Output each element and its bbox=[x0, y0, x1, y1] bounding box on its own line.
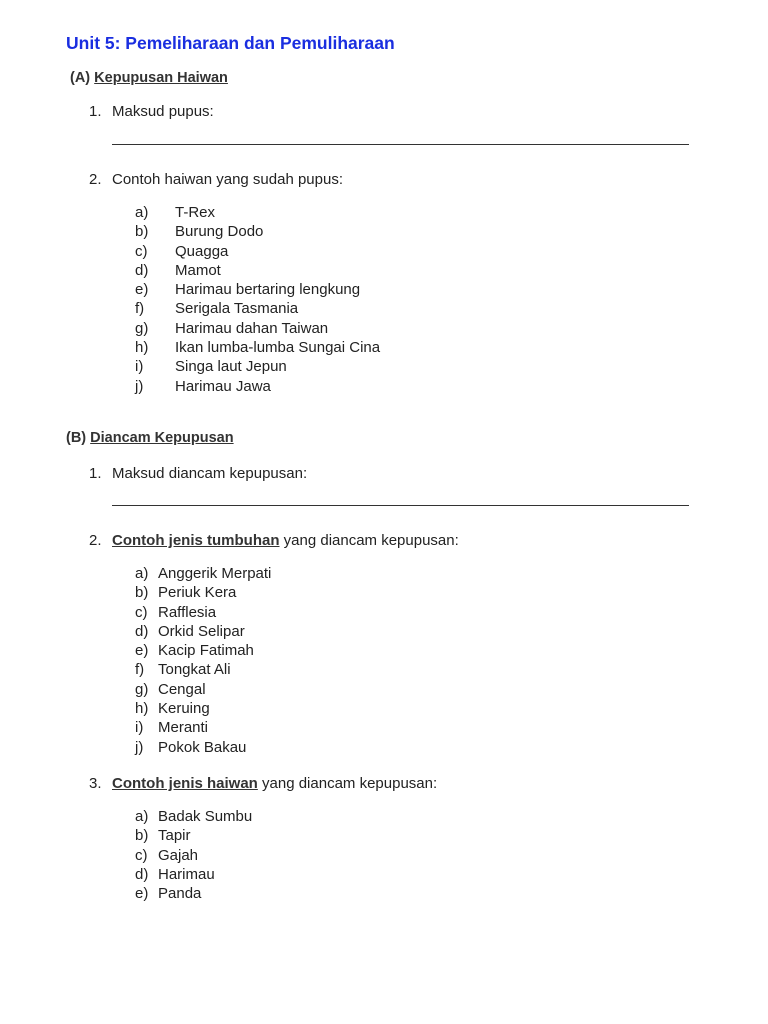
list-item bbox=[135, 222, 380, 241]
list-item-text: Keruing bbox=[158, 700, 210, 718]
question-text: Maksud diancam kepupusan: bbox=[112, 465, 308, 482]
list-item bbox=[135, 884, 252, 903]
list-item-label: e) bbox=[135, 281, 149, 299]
section-b-prefix: (B) bbox=[66, 430, 87, 446]
list-item bbox=[135, 865, 252, 884]
list-item-label: j) bbox=[135, 738, 144, 756]
list-item-text: Harimau bbox=[158, 865, 215, 883]
question-a2 bbox=[89, 171, 343, 188]
list-item bbox=[135, 680, 271, 699]
list-item bbox=[135, 299, 380, 318]
list-item-label: b) bbox=[135, 223, 149, 241]
list-item bbox=[135, 826, 252, 845]
list-item bbox=[135, 583, 271, 602]
list-item-text: Ikan lumba-lumba Sungai Cina bbox=[175, 339, 381, 357]
list-item-text: Mamot bbox=[175, 261, 221, 279]
list-item-text: Cengal bbox=[158, 680, 206, 698]
list-item bbox=[135, 738, 271, 757]
question-keyword: Contoh jenis haiwan bbox=[112, 775, 258, 792]
list-item-text: Kacip Fatimah bbox=[158, 642, 254, 660]
question-b2 bbox=[89, 532, 459, 549]
question-text: yang diancam kepupusan: bbox=[257, 775, 438, 792]
list-item-label: d) bbox=[135, 865, 149, 883]
list-item-text: Periuk Kera bbox=[158, 584, 237, 602]
list-item-text: Tongkat Ali bbox=[158, 661, 231, 679]
list-item bbox=[135, 718, 271, 737]
list-item-text: Pokok Bakau bbox=[158, 738, 247, 756]
list-item-text: Rafflesia bbox=[158, 603, 217, 621]
list-item bbox=[135, 280, 380, 299]
list-item-text: T-Rex bbox=[175, 204, 216, 221]
question-number: 1. bbox=[89, 465, 102, 482]
list-item-text: Singa laut Jepun bbox=[175, 358, 287, 376]
list-item-label: b) bbox=[135, 827, 149, 845]
question-keyword: Contoh jenis tumbuhan bbox=[112, 532, 280, 549]
list-item-label: j) bbox=[135, 377, 144, 395]
question-text: Contoh haiwan yang sudah pupus: bbox=[112, 171, 344, 188]
question-b1 bbox=[89, 465, 307, 482]
list-item-label: e) bbox=[135, 642, 149, 660]
list-item-text: Panda bbox=[158, 885, 202, 903]
list-item-text: Harimau dahan Taiwan bbox=[175, 319, 329, 337]
list-item bbox=[135, 846, 252, 865]
list-item-label: a) bbox=[135, 808, 149, 825]
list-item-text: Tapir bbox=[158, 827, 191, 845]
section-b-title: Diancam Kepupusan bbox=[90, 430, 234, 446]
list-item-label: h) bbox=[135, 700, 149, 718]
list-item-label: g) bbox=[135, 319, 149, 337]
list-item-label: f) bbox=[135, 661, 145, 679]
question-number: 3. bbox=[89, 775, 102, 792]
list-item-label: f) bbox=[135, 300, 145, 318]
list-item-text: Meranti bbox=[158, 719, 209, 737]
list-item bbox=[135, 319, 380, 338]
question-number: 2. bbox=[89, 532, 102, 549]
list-item-text: Quagga bbox=[175, 242, 229, 260]
list-item-label: h) bbox=[135, 339, 149, 357]
answer-line-a1[interactable] bbox=[112, 144, 689, 145]
list-item bbox=[135, 660, 271, 679]
list-item-text: Orkid Selipar bbox=[158, 622, 245, 640]
question-text: Maksud pupus: bbox=[112, 103, 214, 120]
list-item-label: i) bbox=[135, 719, 144, 737]
extinct-animals-list bbox=[135, 203, 380, 396]
list-item bbox=[135, 242, 380, 261]
page-title: Unit 5: Pemeliharaan dan Pemuliharaan bbox=[66, 33, 395, 53]
list-item-text: Badak Sumbu bbox=[158, 808, 253, 825]
question-a1 bbox=[89, 103, 214, 120]
list-item-label: e) bbox=[135, 885, 149, 903]
question-b3 bbox=[89, 775, 437, 792]
question-number: 2. bbox=[89, 171, 102, 188]
list-item bbox=[135, 622, 271, 641]
list-item-label: d) bbox=[135, 261, 149, 279]
section-b-heading bbox=[66, 430, 234, 446]
section-a-prefix: (A) bbox=[70, 70, 91, 86]
list-item-label: a) bbox=[135, 565, 149, 582]
list-item-label: i) bbox=[135, 358, 144, 376]
list-item-text: Anggerik Merpati bbox=[158, 565, 272, 582]
list-item-text: Serigala Tasmania bbox=[175, 300, 299, 318]
list-item-label: a) bbox=[135, 204, 149, 221]
list-item bbox=[135, 603, 271, 622]
list-item-label: d) bbox=[135, 622, 149, 640]
list-item bbox=[135, 564, 271, 583]
list-item bbox=[135, 641, 271, 660]
list-item bbox=[135, 699, 271, 718]
list-item-label: g) bbox=[135, 680, 149, 698]
section-a-heading bbox=[70, 70, 228, 86]
list-item-text: Gajah bbox=[158, 846, 199, 864]
question-number: 1. bbox=[89, 103, 102, 120]
list-item-text: Harimau Jawa bbox=[175, 377, 271, 395]
answer-line-b1[interactable] bbox=[112, 505, 689, 506]
list-item-label: c) bbox=[135, 846, 148, 864]
list-item bbox=[135, 338, 380, 357]
section-a-title: Kepupusan Haiwan bbox=[94, 70, 228, 86]
list-item bbox=[135, 807, 252, 826]
list-item-text: Burung Dodo bbox=[175, 223, 264, 241]
list-item bbox=[135, 203, 380, 222]
list-item-label: c) bbox=[135, 603, 148, 621]
list-item bbox=[135, 261, 380, 280]
endangered-plants-list bbox=[135, 564, 271, 757]
list-item-label: b) bbox=[135, 584, 149, 602]
list-item bbox=[135, 357, 380, 376]
list-item-label: c) bbox=[135, 242, 148, 260]
list-item-text: Harimau bertaring lengkung bbox=[175, 281, 361, 299]
question-text: yang diancam kepupusan: bbox=[279, 532, 459, 549]
list-item bbox=[135, 377, 380, 396]
endangered-animals-list bbox=[135, 807, 252, 903]
